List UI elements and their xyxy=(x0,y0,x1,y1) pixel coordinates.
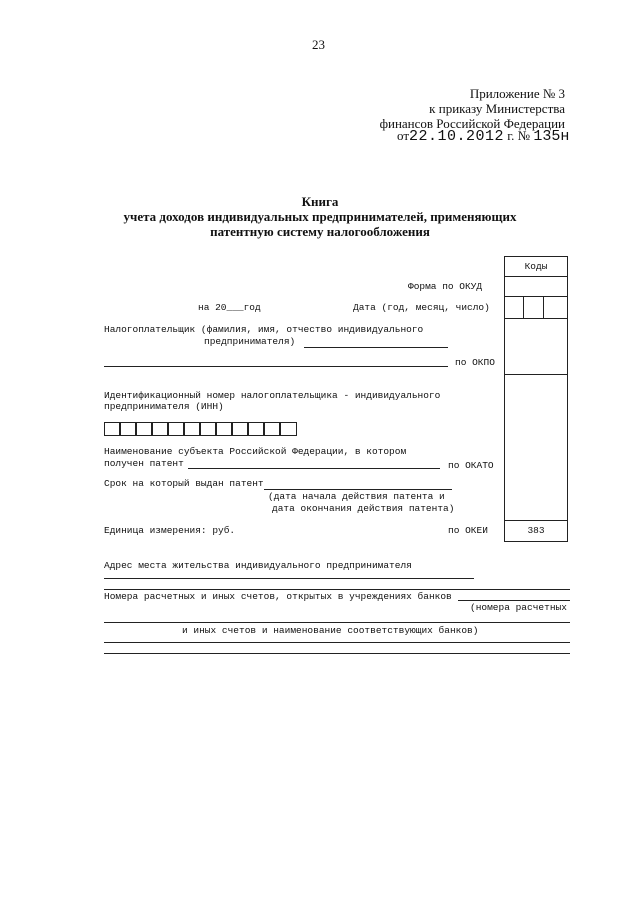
unit-label: Единица измерения: руб. xyxy=(104,525,236,536)
title-line-3: патентную систему налогообложения xyxy=(210,224,430,239)
patent-term-hint-2: дата окончания действия патента) xyxy=(272,503,455,514)
accounts-field-line-2[interactable] xyxy=(104,622,570,623)
order-date: 22.10.2012 xyxy=(409,128,505,145)
okpo-label: по ОКПО xyxy=(455,357,495,368)
accounts-label: Номера расчетных и иных счетов, открытых в учреждениях банков xyxy=(104,591,452,602)
address-label: Адрес места жительства индивидуального предпринимателя xyxy=(104,560,412,571)
date-label: Дата (год, месяц, число) xyxy=(353,302,490,313)
okpo-cell[interactable] xyxy=(505,319,567,375)
accounts-hint-1: (номера расчетных xyxy=(470,602,567,613)
inn-digit-box[interactable] xyxy=(184,422,200,436)
order-number: 135н xyxy=(533,128,570,145)
inn-digit-box[interactable] xyxy=(264,422,280,436)
year-label: на 20___год xyxy=(198,302,261,313)
codes-header: Коды xyxy=(524,261,548,272)
patent-term-field-line[interactable] xyxy=(264,489,452,490)
appendix-date-prefix: от xyxy=(397,128,410,143)
title-line-1: Книга xyxy=(301,194,339,209)
inn-digit-box[interactable] xyxy=(168,422,184,436)
inn-digit-box[interactable] xyxy=(136,422,152,436)
inn-label-line-1: Идентификационный номер налогоплательщика - индивидуального xyxy=(104,390,441,401)
subject-field-line[interactable] xyxy=(188,468,440,469)
taxpayer-field-line-2[interactable] xyxy=(104,366,448,367)
inn-digit-box[interactable] xyxy=(152,422,168,436)
inn-digit-box[interactable] xyxy=(248,422,264,436)
address-field-line[interactable] xyxy=(104,578,474,579)
appendix-line-3: финансов Российской Федерации xyxy=(379,116,565,131)
subject-label-line-1: Наименование субъекта Российской Федерации, в котором xyxy=(104,446,407,457)
okato-label: по ОКАТО xyxy=(448,460,494,471)
accounts-field-line-4[interactable] xyxy=(104,653,570,654)
appendix-date-line xyxy=(397,128,569,145)
taxpayer-field-line[interactable] xyxy=(304,347,448,348)
form-okud-label: Форма по ОКУД xyxy=(408,281,483,292)
okei-label: по ОКЕИ xyxy=(448,525,488,536)
page-number: 23 xyxy=(312,37,325,52)
inn-digit-box[interactable] xyxy=(280,422,297,436)
inn-digit-box[interactable] xyxy=(120,422,136,436)
okato-cell[interactable] xyxy=(505,375,567,521)
title-line-2: учета доходов индивидуальных предпринимателей, применяющих xyxy=(123,209,517,224)
taxpayer-label-line-1: Налогоплательщик (фамилия, имя, отчество индивидуального xyxy=(104,324,424,335)
okei-code: 383 xyxy=(527,525,545,536)
codes-table xyxy=(504,256,568,542)
address-field-line-2[interactable] xyxy=(104,589,570,590)
inn-digit-box[interactable] xyxy=(216,422,232,436)
date-divider xyxy=(523,297,524,318)
accounts-field-line[interactable] xyxy=(458,600,570,601)
inn-digit-box[interactable] xyxy=(104,422,120,436)
date-divider xyxy=(543,297,544,318)
okud-cell[interactable] xyxy=(505,277,567,297)
inn-digit-box[interactable] xyxy=(200,422,216,436)
patent-term-hint-1: (дата начала действия патента и xyxy=(268,491,445,502)
okei-cell xyxy=(505,521,567,541)
accounts-field-line-3[interactable] xyxy=(104,642,570,643)
inn-digit-box[interactable] xyxy=(232,422,248,436)
appendix-line-1: Приложение № 3 xyxy=(469,86,565,101)
date-cell[interactable] xyxy=(505,297,567,319)
codes-header-cell xyxy=(505,257,567,277)
appendix-line-2: к приказу Министерства xyxy=(429,101,565,116)
appendix-number-label: г. № xyxy=(504,128,534,143)
subject-label-line-2: получен патент xyxy=(104,458,184,469)
taxpayer-label-line-2: предпринимателя) xyxy=(204,336,296,347)
accounts-hint-2: и иных счетов и наименование соответствующих банков) xyxy=(182,625,479,636)
patent-term-label: Срок на который выдан патент xyxy=(104,478,264,489)
inn-label-line-2: предпринимателя (ИНН) xyxy=(104,401,224,412)
